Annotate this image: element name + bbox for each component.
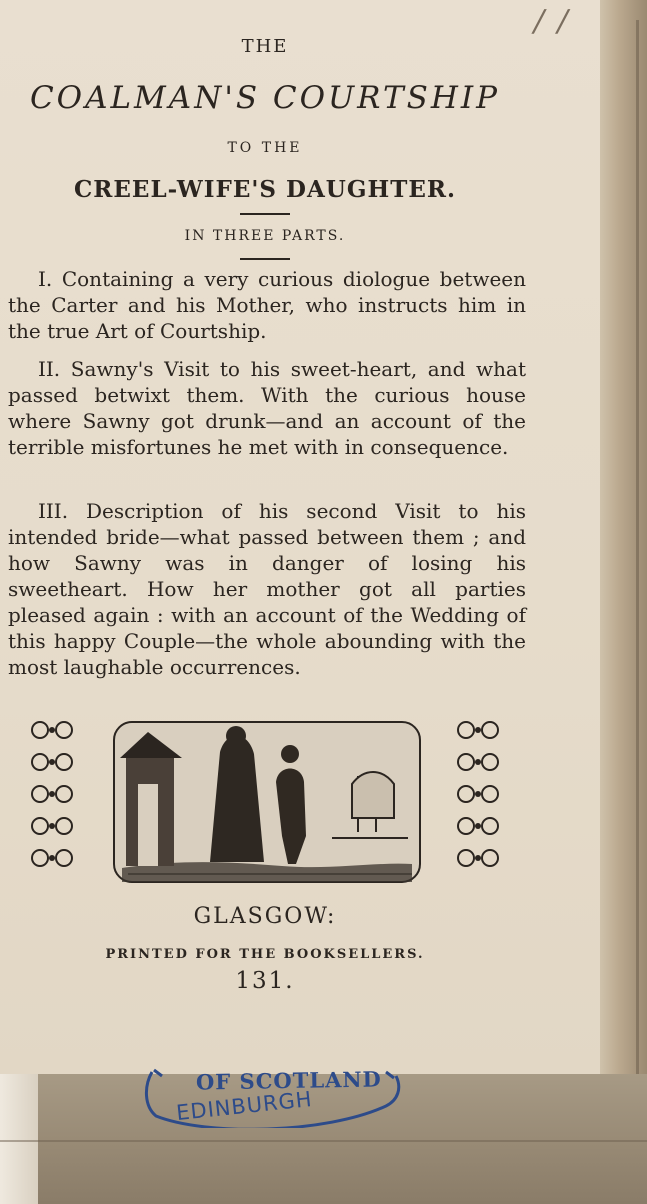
imprint-number: 131. — [235, 968, 295, 994]
parts-heading: IN THREE PARTS. — [184, 228, 346, 244]
binding-edge — [600, 0, 647, 1204]
divider-rule — [240, 213, 290, 215]
document-title: COALMAN'S COURTSHIP — [29, 80, 501, 116]
stamp-line-one: OF SCOTLAND — [195, 1066, 382, 1095]
imprint-place: GLASGOW: — [193, 904, 337, 929]
title-prefix: THE — [241, 36, 289, 57]
woodcut-illustration — [112, 714, 422, 884]
imprint-printer: PRINTED FOR THE BOOKSELLERS. — [105, 947, 425, 962]
part-three-paragraph: III. Description of his second Visit to his intended bride—what passed between them ; and how Sawny was in danger of losing his sweetheart. How her mother got all parties pleased again : with an account of the Wedding of this happy Couple—the whole abounding with the most laughable occurrences. — [8, 499, 526, 679]
part-two-paragraph: II. Sawny's Visit to his sweet-heart, and what passed betwixt them. With the curious house where Sawny got drunk—and an account of the terrible misfortunes he met with in consequence. — [8, 357, 526, 459]
stamp-line-two: EDINBURGH — [175, 1086, 314, 1126]
part-one-paragraph: I. Containing a very curious diologue between the Carter and his Mother, who instructs him in the true Art of Courtship. — [8, 267, 526, 343]
ornament-column-left — [24, 714, 82, 874]
binding-strip — [0, 1074, 38, 1204]
fold-line — [0, 1140, 647, 1142]
ornament-column-right — [450, 714, 508, 874]
divider-rule — [240, 258, 290, 260]
pencil-mark: / / — [530, 4, 574, 39]
document-subtitle: CREEL-WIFE'S DAUGHTER. — [73, 176, 457, 203]
edge-shadow — [636, 20, 639, 1100]
title-connector: TO THE — [227, 140, 303, 156]
